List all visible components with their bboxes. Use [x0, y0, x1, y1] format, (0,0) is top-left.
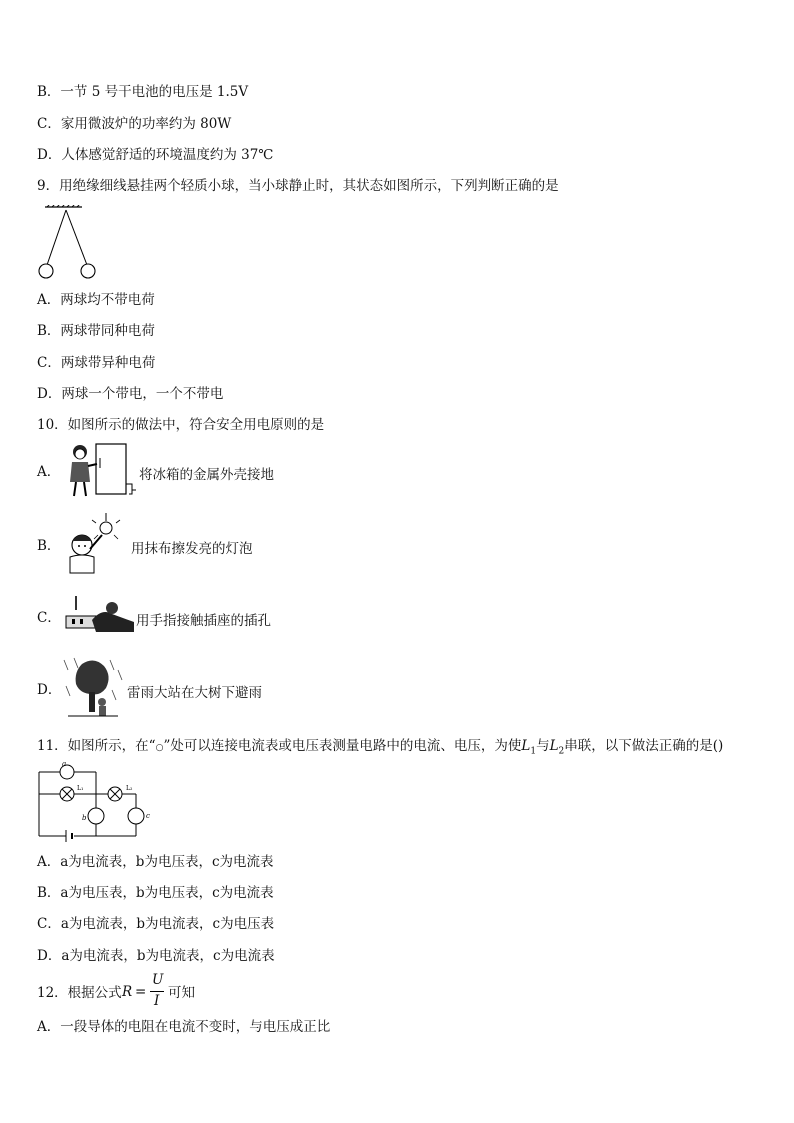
q11-option-a: A．a为电流表，b为电压表，c为电流表: [37, 854, 274, 870]
hanging-balls-figure: [36, 205, 108, 280]
fraction-bar: [150, 991, 164, 992]
q9-option-d: D．两球一个带电，一个不带电: [37, 386, 224, 402]
svg-text:a: a: [62, 760, 67, 768]
q12-stem-pre: 12．根据公式: [37, 985, 122, 1001]
svg-text:L₁: L₁: [77, 785, 84, 792]
q11-option-c: C．a为电流表，b为电流表，c为电压表: [37, 916, 275, 932]
q11-option-b: B．a为电压表，b为电压表，c为电流表: [37, 885, 274, 901]
q9-option-a: A．两球均不带电荷: [37, 292, 155, 308]
left-ball: [39, 264, 53, 278]
right-ball: [81, 264, 95, 278]
boy-bulb-image: [60, 513, 130, 575]
meter-b: [88, 808, 104, 824]
q10-option-d-text: 雷雨大站在大树下避雨: [127, 685, 262, 701]
tree-rain-image: [60, 656, 126, 722]
q10-option-a-letter: A．: [37, 464, 61, 480]
svg-text:b: b: [82, 814, 87, 822]
q9-option-c: C．两球带异种电荷: [37, 355, 156, 371]
svg-text:c: c: [146, 812, 150, 820]
q11-option-d: D．a为电流表，b为电流表，c为电流表: [37, 948, 275, 964]
q8-option-b: B．一节 5 号干电池的电压是 1.5V: [37, 84, 249, 100]
q8-option-d: D．人体感觉舒适的环境温度约为 37℃: [37, 147, 274, 163]
q12-option-a: A．一段导体的电阻在电流不变时，与电压成正比: [37, 1019, 331, 1035]
circuit-diagram: [36, 760, 164, 842]
q10-option-a-text: 将冰箱的金属外壳接地: [139, 467, 274, 483]
q10-option-c-letter: C．: [37, 610, 61, 626]
finger-socket-image: [62, 594, 138, 640]
q12-stem-post: 可知: [168, 985, 195, 1001]
q10-option-b-letter: B．: [37, 538, 61, 554]
meter-symbol-icon: ○: [155, 743, 164, 753]
q9-stem: 9．用绝缘细线悬挂两个轻质小球，当小球静止时，其状态如图所示，下列判断正确的是: [37, 178, 559, 194]
q10-stem: 10．如图所示的做法中，符合安全用电原则的是: [37, 417, 325, 433]
formula-denominator: I: [154, 993, 160, 1009]
q11-stem: 11．如图所示，在“○”处可以连接电流表或电压表测量电路中的电流、电压，为使$L_1$与$L_2$串联，以下做法正确的是(): [37, 738, 724, 757]
svg-text:L₂: L₂: [126, 785, 133, 792]
meter-c: [128, 808, 144, 824]
q10-option-d-letter: D．: [37, 682, 62, 698]
formula-r: R: [122, 984, 133, 1000]
formula-numerator: U: [152, 972, 164, 988]
girl-fridge-image: [60, 440, 138, 500]
q9-option-b: B．两球带同种电荷: [37, 323, 155, 339]
formula-equals: =: [135, 984, 147, 1000]
q10-option-b-text: 用抹布擦发亮的灯泡: [131, 541, 253, 557]
q10-option-c-text: 用手指接触插座的插孔: [136, 613, 271, 629]
q8-option-c: C．家用微波炉的功率约为 80W: [37, 116, 232, 132]
